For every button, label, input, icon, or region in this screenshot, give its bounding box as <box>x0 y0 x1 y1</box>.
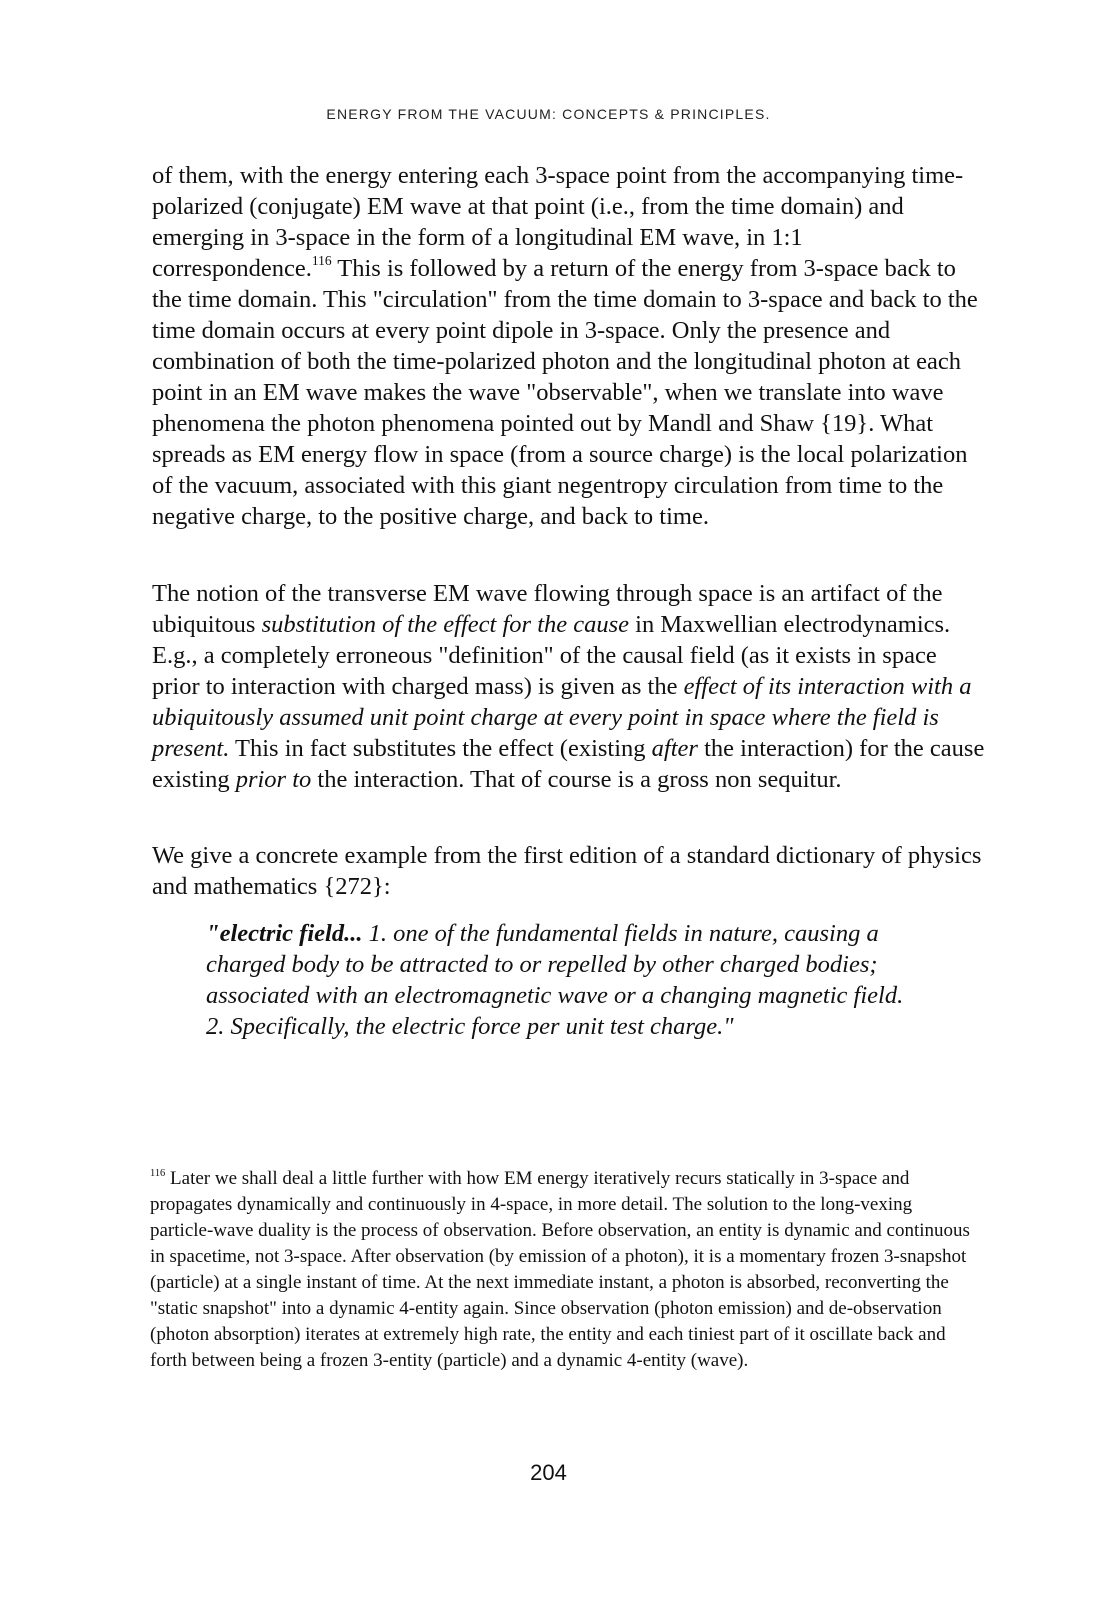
emphasis-text: effect of its interaction with a ubiquitously assumed unit point charge at every point in space where the field is present. <box>152 673 972 762</box>
block-quote-definition <box>206 918 906 1042</box>
running-header: ENERGY FROM THE VACUUM: CONCEPTS & PRINCIPLES. <box>326 106 771 122</box>
quote-definition: 1. one of the fundamental fields in nature, causing a charged body to be attracted to or repelled by other charged bodies; associated with an electromagnetic wave or a changing magnetic field. 2. Specifically, the electric force per unit test charge." <box>206 920 904 1040</box>
footnote-116 <box>150 1166 980 1374</box>
paragraph-text: in Maxwellian electrodynamics. E.g., a completely erroneous "definition" of the causal field (as it exists in space prior to interaction with charged mass) is given as the <box>152 611 951 700</box>
footnote-number: 116 <box>150 1167 166 1179</box>
paragraph-text: the interaction) for the cause existing <box>152 735 985 793</box>
page-number: 204 <box>530 1460 567 1485</box>
paragraph-text: the interaction. That of course is a gross non sequitur. <box>311 766 842 793</box>
emphasis-text: after <box>651 735 698 762</box>
footnote-text: Later we shall deal a little further with how EM energy iteratively recurs statically in 3-space and propagates dynamically and continuously in 4-space, in more detail. The solution to the long-vexing particle-wave duality is the process of observation. Before observation, an entity is dynamic and continuous in spacetime, not 3-space. After observation (by emission of a photon), it is a momentary frozen 3-snapshot (particle) at a single instant of time. At the next immediate instant, a photon is absorbed, reconverting the "static snapshot" into a dynamic 4-entity again. Since observation (photon emission) and de-observation (photon absorption) iterates at extremely high rate, the entity and each tiniest part of it oscillate back and forth between being a frozen 3-entity (particle) and a dynamic 4-entity (wave). <box>150 1168 970 1371</box>
paragraph-text: This is followed by a return of the energy from 3-space back to the time domain. This "circulation" from the time domain to 3-space and back to the time domain occurs at every point dipole in 3-space. Only the presence and combination of both the time-polarized photon and the longitudinal photon at each point in an EM wave makes the wave "observable", when we translate into wave phenomena the photon phenomena pointed out by Mandl and Shaw {19}. What spreads as EM energy flow in space (from a source charge) is the local polarization of the vacuum, associated with this giant negentropy circulation from time to the negative charge, to the positive charge, and back to time. <box>152 255 978 530</box>
quote-term: "electric field... <box>206 920 363 947</box>
paragraph-energy-circulation <box>152 160 987 532</box>
paragraph-transverse-wave <box>152 578 987 795</box>
paragraph-text: This in fact substitutes the effect (existing <box>229 735 652 762</box>
paragraph-dictionary-example: We give a concrete example from the first edition of a standard dictionary of physics and mathematics {272}: <box>152 842 982 900</box>
emphasis-text: substitution of the effect for the cause <box>261 611 630 638</box>
paragraph-text: of them, with the energy entering each 3-space point from the accompanying time-polarized (conjugate) EM wave at that point (i.e., from the time domain) and emerging in 3-space in the form of a longitudinal EM wave, in 1:1 correspondence. <box>152 162 964 282</box>
paragraph-text: The notion of the transverse EM wave flowing through space is an artifact of the ubiquitous <box>152 580 943 638</box>
footnote-reference[interactable]: 116 <box>311 253 332 269</box>
emphasis-text: prior to <box>235 766 312 793</box>
